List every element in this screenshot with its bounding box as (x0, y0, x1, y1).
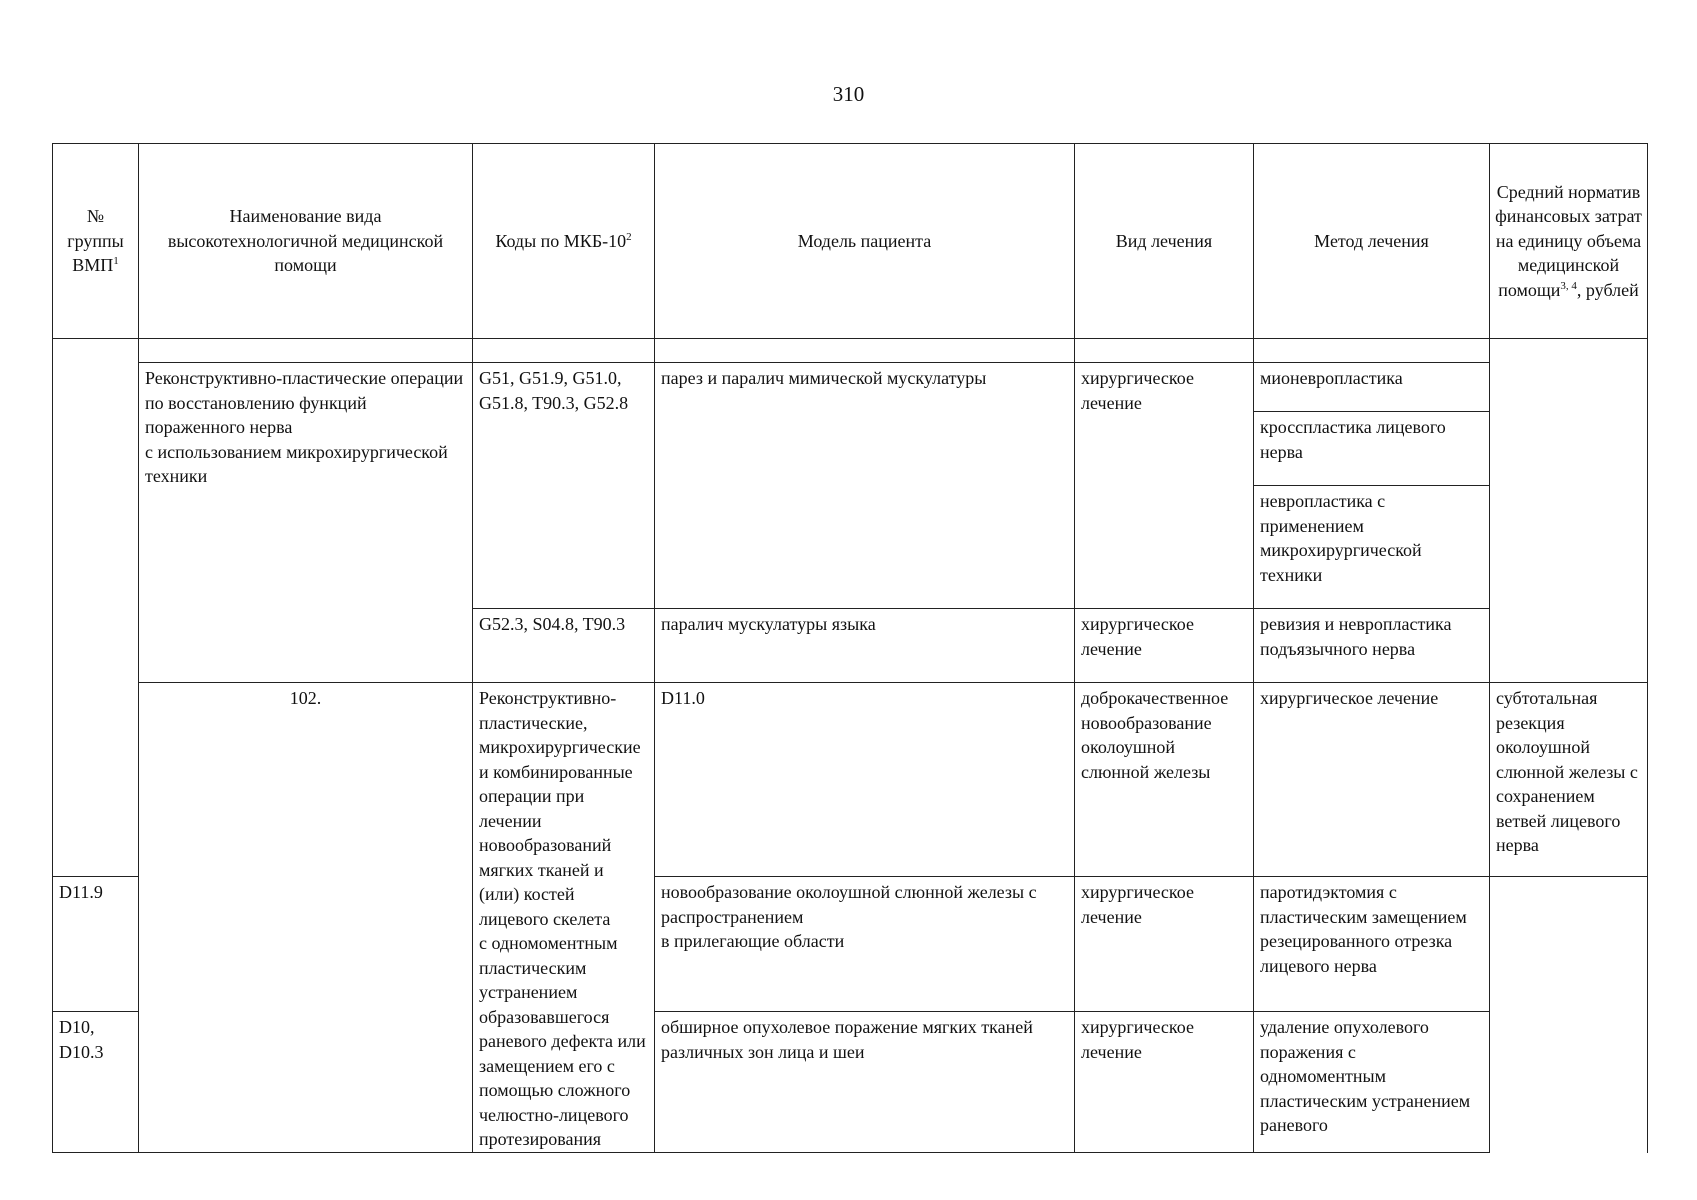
care-type-name: Реконструктивно-пластические операции по восстановлению функций пораженного нерва с использованием микрохирургической техники (139, 363, 473, 683)
table-row (53, 683, 1648, 877)
header-row (53, 144, 1648, 339)
page-number: 310 (832, 82, 865, 106)
treatment-type: хирургическое лечение (1254, 683, 1490, 877)
icd-codes: D11.9 (53, 877, 139, 1012)
group-no-cell-empty (53, 339, 139, 877)
header-model: Модель пациента (655, 144, 1075, 339)
header-name: Наименование вида высокотехнологичной медицинской помощи (139, 144, 473, 339)
treatment-method: удаление опухолевого поражения с одномоментным пластическим устранением раневого (1254, 1012, 1490, 1152)
spacer-row (53, 339, 1648, 363)
header-cost: Средний норматив финансовых затрат на единицу объема медицинской помощи$^{3, 4}$, рублей (1490, 144, 1648, 339)
treatment-method: ревизия и невропластика подъязычного нерва (1254, 609, 1490, 683)
group-number: 102. (139, 683, 473, 1153)
cost-cell-empty (1490, 339, 1648, 683)
header-codes: Коды по МКБ-$10^2$ (473, 144, 655, 339)
patient-model: парез и паралич мимической мускулатуры (655, 363, 1075, 609)
icd-codes: G52.3, S04.8, T90.3 (473, 609, 655, 683)
treatment-method: мионевропластика (1254, 363, 1489, 412)
icd-codes: D10, D10.3 (53, 1012, 139, 1152)
icd-codes: G51, G51.9, G51.0, G51.8, T90.3, G52.8 (473, 363, 655, 609)
patient-model: обширное опухолевое поражение мягких тканей различных зон лица и шеи (655, 1012, 1075, 1152)
treatment-methods (1254, 363, 1490, 609)
icd-codes: D11.0 (655, 683, 1075, 877)
treatment-type: хирургическое лечение (1075, 1012, 1254, 1152)
patient-model: паралич мускулатуры языка (655, 609, 1075, 683)
header-group-no: № группы ВМП$^1$ (53, 144, 139, 339)
table-row (53, 363, 1648, 609)
treatment-type: хирургическое лечение (1075, 609, 1254, 683)
treatment-method: паротидэктомия с пластическим замещением резецированного отрезка лицевого нерва (1254, 877, 1490, 1012)
patient-model: новообразование околоушной слюнной железы с распространением в прилегающие области (655, 877, 1075, 1012)
treatment-method: кросспластика лицевого нерва (1254, 412, 1489, 486)
vmp-table (52, 143, 1648, 1153)
treatment-method: субтотальная резекция околоушной слюнной железы с сохранением ветвей лицевого нерва (1490, 683, 1648, 877)
treatment-type: хирургическое лечение (1075, 363, 1254, 609)
header-treatment: Вид лечения (1075, 144, 1254, 339)
care-type-name: Реконструктивно-пластические, микрохирургические и комбинированные операции при лечении новообразований мягких тканей и (или) костей лицевого скелета с одномоментным пластическим устранением образовавшегося раневого дефекта или замещением его с помощью сложного челюстно-лицевого протезирования (473, 683, 655, 1153)
treatment-type: хирургическое лечение (1075, 877, 1254, 1012)
header-method: Метод лечения (1254, 144, 1490, 339)
patient-model: доброкачественное новообразование околоушной слюнной железы (1075, 683, 1254, 877)
treatment-method: невропластика с применением микрохирургической техники (1260, 491, 1422, 585)
